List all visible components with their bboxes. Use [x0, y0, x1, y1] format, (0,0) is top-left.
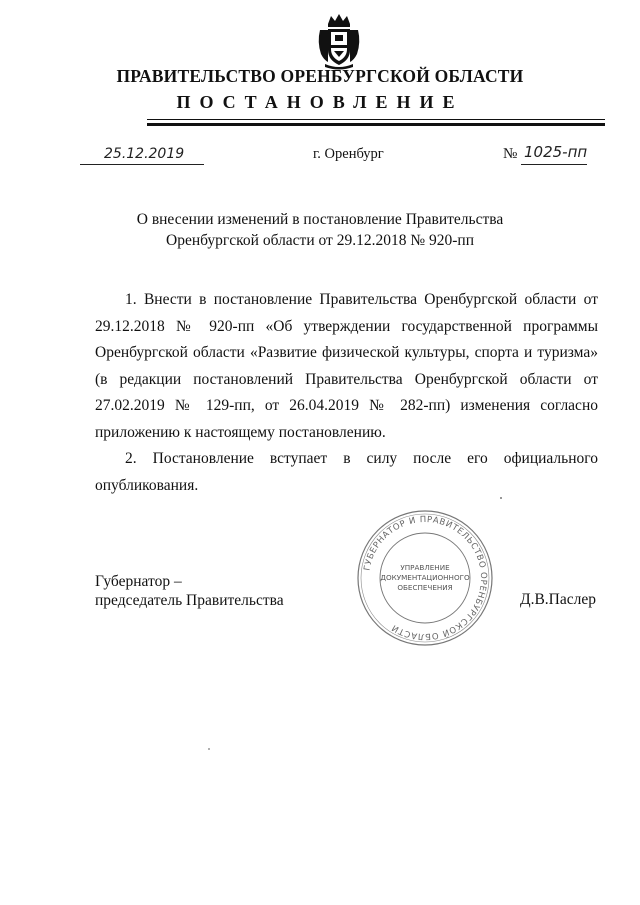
document-subject [0, 209, 640, 251]
signer-title-line-1: Губернатор – [95, 573, 182, 590]
stamp-center-line-2: ДОКУМЕНТАЦИОННОГО [380, 573, 470, 582]
oblast-coat-of-arms-icon [316, 12, 362, 70]
signer-title [95, 572, 284, 610]
stamp-center-line-1: УПРАВЛЕНИЕ [400, 563, 450, 572]
subject-line-1: О внесении изменений в постановление Правительства [136, 211, 504, 228]
document-date: 25.12.2019 [104, 146, 185, 162]
document-number: 1025-пп [524, 143, 588, 161]
official-stamp [355, 508, 495, 648]
stamp-ring-text: ГУБЕРНАТОР И ПРАВИТЕЛЬСТВО ОРЕНБУРГСКОЙ ОБЛАСТИ [362, 514, 489, 642]
organization-name: ПРАВИТЕЛЬСТВО ОРЕНБУРГСКОЙ ОБЛАСТИ [116, 66, 524, 86]
scan-speck [208, 748, 210, 750]
number-sign: № [503, 146, 518, 162]
body-paragraph-1: 1. Внести в постановление Правительства Оренбургской области от 29.12.2018 № 920-пп «Об утверждении государственной программы Оренбургской области «Развитие физической культуры, спорта и туризма» (в редакции постановлений Правительства Оренбургской области от 27.02.2019 № 129-пп, от 26.04.2019 № 282-пп) изменения согласно приложению к настоящему постановлению. [95, 291, 598, 441]
body-paragraph-2: 2. Постановление вступает в силу после его официального опубликования. [95, 450, 598, 494]
document-city: г. Оренбург [313, 146, 384, 162]
document-body [95, 287, 598, 499]
stamp-center-line-3: ОБЕСПЕЧЕНИЯ [397, 583, 453, 592]
header-rule-thick [147, 123, 605, 126]
signer-name: Д.В.Паслер [520, 591, 596, 608]
signer-title-line-2: председатель Правительства [95, 592, 284, 609]
scan-speck [500, 497, 502, 499]
subject-line-2: Оренбургской области от 29.12.2018 № 920-пп [166, 232, 474, 249]
date-underline [80, 164, 204, 165]
number-underline [521, 164, 587, 165]
document-type: ПОСТАНОВЛЕНИЕ [176, 92, 464, 112]
header-rule-thin [147, 119, 605, 120]
